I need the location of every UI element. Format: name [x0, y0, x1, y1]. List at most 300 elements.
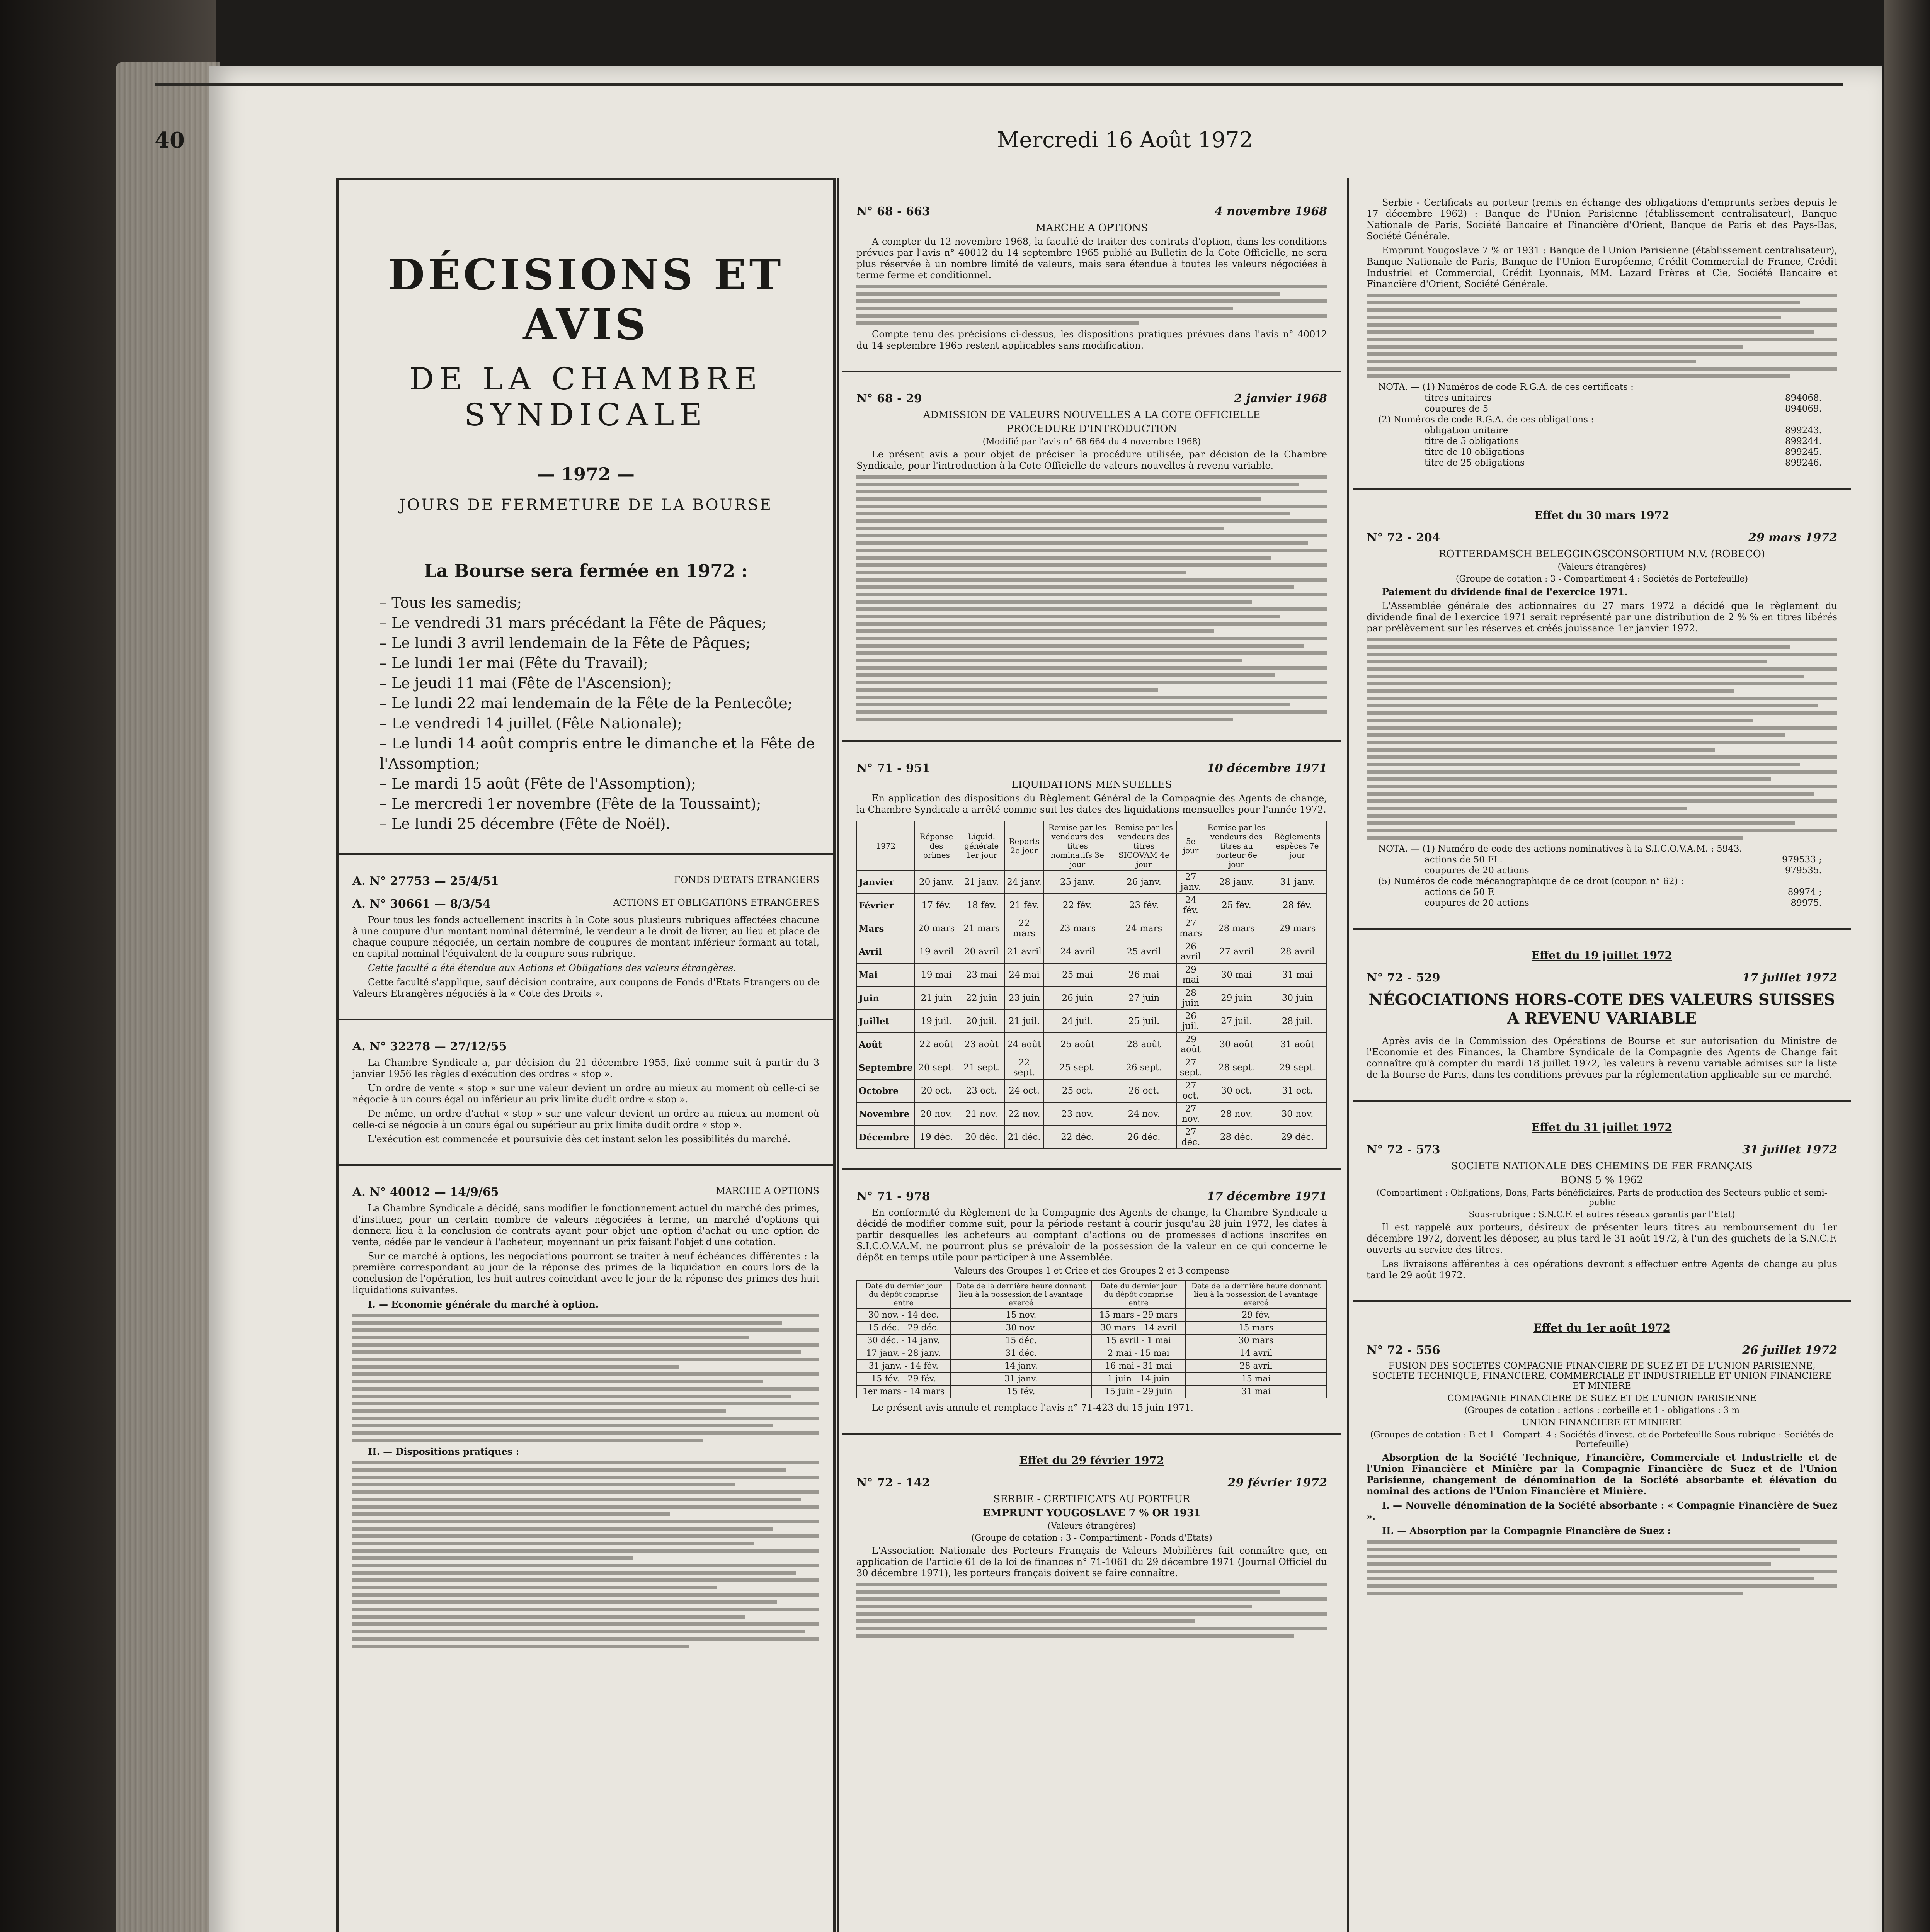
table-cell: 23 oct. — [958, 1079, 1005, 1102]
table-cell: 29 sept. — [1268, 1056, 1327, 1079]
notice-subject: EMPRUNT YOUGOSLAVE 7 % OR 1931 — [982, 1507, 1201, 1519]
table-row — [857, 871, 1327, 894]
text-line — [856, 475, 1327, 479]
table-header: Règlements espèces 7e jour — [1268, 821, 1327, 871]
notice-text: L'Assemblée générale des actionnaires du 27 mars 1972 a décidé que le règlement du dividende final de l'exercice 1971 serait représenté par une distribution de 2 % % en titres libérés par prélèvement sur les réserves et créés jouissance 1er janvier 1972. — [1367, 600, 1837, 634]
text-line — [352, 1350, 801, 1354]
notice-subject: PROCEDURE D'INTRODUCTION — [1006, 423, 1177, 435]
text-line — [1367, 763, 1800, 766]
main-title: DÉCISIONS ET AVIS — [388, 250, 784, 349]
table-cell: 15 fév. - 29 fév. — [857, 1372, 950, 1385]
table-cell: Avril — [857, 940, 915, 963]
table-cell: 29 mai — [1177, 963, 1205, 986]
text-line — [1367, 704, 1818, 707]
table-cell: 30 mars — [1185, 1334, 1327, 1347]
text-line — [856, 718, 1233, 721]
nota-code: 899245. — [1785, 447, 1822, 457]
table-cell: 21 mars — [958, 917, 1005, 940]
notice-subject: (Groupe de cotation : 3 - Compartiment - Fonds d'Etats) — [971, 1533, 1212, 1543]
section-rule — [842, 1168, 1341, 1170]
table-header: Date de la dernière heure donnant lieu à la possession de l'avantage exercé — [1185, 1280, 1327, 1309]
table-row — [857, 1347, 1327, 1360]
notice-text: La Chambre Syndicale a, par décision du 21 décembre 1955, fixé comme suit à partir du 3 janvier 1956 les règles d'exécution des ordres « stop ». — [352, 1057, 819, 1079]
table-cell: 25 fév. — [1205, 894, 1268, 917]
text-line — [1367, 653, 1837, 656]
table-row — [857, 1385, 1327, 1398]
text-line — [856, 629, 1214, 633]
table-cell: 24 janv. — [1005, 871, 1043, 894]
text-line — [352, 1314, 819, 1317]
text-line — [352, 1365, 679, 1369]
nota-label: titre de 25 obligations — [1425, 458, 1525, 468]
notice-subject: (Groupes de cotation : actions : corbeille et 1 - obligations : 3 m — [1464, 1406, 1740, 1415]
table-cell: 23 juin — [1005, 986, 1043, 1010]
text-line — [352, 1630, 805, 1633]
table-cell: 15 avril - 1 mai — [1092, 1334, 1185, 1347]
text-line — [856, 659, 1242, 662]
table-cell: 29 fév. — [1185, 1309, 1327, 1321]
notice-subject: UNION FINANCIERE ET MINIERE — [1522, 1418, 1682, 1428]
column-separator — [1347, 178, 1349, 1932]
table-cell: 24 août — [1005, 1033, 1043, 1056]
text-line — [856, 541, 1308, 545]
table-cell: 30 oct. — [1205, 1079, 1268, 1102]
year-label: — 1972 — — [537, 464, 635, 485]
table-cell: 21 juin — [915, 986, 958, 1010]
table-cell: 30 nov. — [950, 1321, 1092, 1334]
notice-subject: LIQUIDATIONS MENSUELLES — [1011, 779, 1172, 791]
section-rule — [1353, 928, 1851, 930]
column-left — [336, 178, 836, 1932]
text-line — [1367, 799, 1837, 803]
table-header-row — [857, 821, 1327, 871]
text-line — [856, 593, 1327, 596]
table-cell: 16 mai - 31 mai — [1092, 1360, 1185, 1372]
table-cell: 30 août — [1205, 1033, 1268, 1056]
table-cell: 31 mai — [1268, 963, 1327, 986]
table-cell: 28 juin — [1177, 986, 1205, 1010]
table-cell: 21 sept. — [958, 1056, 1005, 1079]
text-line — [1367, 711, 1837, 715]
notice-text: De même, un ordre d'achat « stop » sur une valeur devient un ordre au mieux au moment où celle-ci se négocie à un cours égal ou supérieur au prix limite dudit ordre « stop ». — [352, 1108, 819, 1130]
text-line — [1367, 836, 1743, 840]
nota-list — [1378, 393, 1837, 414]
table-cell: 25 avril — [1111, 940, 1176, 963]
table-cell: 26 janv. — [1111, 871, 1176, 894]
notice-subject: (Valeurs étrangères) — [1557, 562, 1646, 572]
table-header: Date du dernier jour du dépôt comprise entre — [1092, 1280, 1185, 1309]
text-line — [1367, 748, 1715, 752]
text-line — [1367, 733, 1785, 737]
section-heading: Absorption de la Société Technique, Financière, Commerciale et Industrielle et de l'Union Financière et Minière par la Compagnie Financière de Suez et de l'Union Parisienne, changement de dénomination de la Société absorbante et élévation du nominal des actions de l'Union Financière et Minière. — [1367, 1452, 1837, 1497]
text-line — [1367, 360, 1696, 363]
text-line — [856, 600, 1252, 604]
table-cell: Septembre — [857, 1056, 915, 1079]
table-cell: 19 déc. — [915, 1126, 958, 1149]
text-line — [352, 1387, 819, 1391]
text-line — [1367, 294, 1837, 297]
table-cell: 30 nov. — [1268, 1102, 1327, 1126]
text-line — [856, 299, 1327, 303]
text-line — [856, 549, 1327, 552]
section-rule — [1353, 488, 1851, 490]
table-cell: 31 août — [1268, 1033, 1327, 1056]
table-cell: 28 avril — [1185, 1360, 1327, 1372]
section-rule — [1353, 1300, 1851, 1302]
text-line — [856, 710, 1327, 714]
closed-day: – Le lundi 22 mai lendemain de la Fête de la Pentecôte; — [380, 695, 793, 712]
table-cell: 23 mars — [1043, 917, 1111, 940]
table-row — [857, 1126, 1327, 1149]
notice-text: Après avis de la Commission des Opérations de Bourse et sur autorisation du Ministre de l'Economie et des Finances, la Chambre Syndicale de la Compagnie des Agents de Change fait connaître qu'à compter du mardi 18 juillet 1972, les valeurs à revenu variable admises sur la liste de la Bourse de Paris, dans les conditions prévues par la réglementation applicable sur ce marché. — [1367, 1036, 1837, 1080]
nota-item — [1425, 425, 1822, 436]
table-header: 1972 — [857, 821, 915, 871]
text-line — [1367, 807, 1687, 810]
text-line — [1367, 697, 1837, 700]
text-line — [856, 696, 1327, 699]
notice-ref: N° 68 - 29 2 janvier 1968 — [856, 392, 1327, 405]
closed-day: – Le jeudi 11 mai (Fête de l'Ascension); — [380, 675, 672, 692]
table-cell: 23 mai — [958, 963, 1005, 986]
table-cell: 2 mai - 15 mai — [1092, 1347, 1185, 1360]
nota-item — [1425, 898, 1822, 908]
text-line — [856, 321, 1139, 325]
text-line — [856, 1597, 1327, 1601]
notice-text: Il est rappelé aux porteurs, désireux de présenter leurs titres au remboursement du 1er décembre 1972, doivent les déposer, au plus tard le 31 août 1972, à l'un des guichets de la S.N.C.F. ouverts au service des titres. — [1367, 1222, 1837, 1255]
notice-text: Le présent avis annule et remplace l'avis n° 71-423 du 15 juin 1971. — [872, 1402, 1194, 1413]
text-line — [352, 1380, 763, 1383]
table-row — [857, 894, 1327, 917]
table-cell: 31 oct. — [1268, 1079, 1327, 1102]
text-line — [352, 1512, 670, 1516]
table-cell: 27 mars — [1177, 917, 1205, 940]
text-line — [352, 1615, 745, 1619]
table-cell: 22 nov. — [1005, 1102, 1043, 1126]
text-line — [352, 1343, 819, 1347]
text-line — [856, 1590, 1280, 1594]
groups-table — [856, 1280, 1327, 1398]
text-line — [1367, 323, 1837, 327]
table-cell: 27 déc. — [1177, 1126, 1205, 1149]
table-cell: 20 juil. — [958, 1010, 1005, 1033]
table-cell: 28 sept. — [1205, 1056, 1268, 1079]
notice-text: Cette faculté s'applique, sauf décision contraire, aux coupons de Fonds d'Etats Etrangers ou de Valeurs Etrangères négociés à la « Cote des Droits ». — [352, 977, 819, 999]
text-line — [1367, 667, 1837, 671]
text-line — [1367, 645, 1790, 649]
effect-date: Effet du 29 février 1972 — [1019, 1454, 1164, 1467]
table-cell: 21 déc. — [1005, 1126, 1043, 1149]
table-cell: 21 juil. — [1005, 1010, 1043, 1033]
nota-item — [1425, 393, 1822, 403]
table-cell: 26 déc. — [1111, 1126, 1176, 1149]
nota-code: 899244. — [1785, 436, 1822, 446]
text-line — [352, 1622, 819, 1626]
text-line — [1367, 1592, 1743, 1595]
section-heading: II. — Dispositions pratiques : — [368, 1446, 519, 1457]
text-line — [352, 1571, 796, 1575]
table-header: Liquid. générale 1er jour — [958, 821, 1005, 871]
closed-day: – Le lundi 14 août compris entre le dimanche et la Fête de l'Assomption; — [380, 735, 815, 772]
nota-item — [1425, 447, 1822, 457]
closed-day: – Le lundi 25 décembre (Fête de Noël). — [380, 815, 671, 832]
text-line — [1367, 1548, 1800, 1551]
text-line — [1367, 1577, 1814, 1580]
text-line — [856, 519, 1327, 523]
text-line — [856, 490, 1327, 493]
table-cell: 15 mars — [1185, 1321, 1327, 1334]
section-rule — [842, 740, 1341, 742]
notice-text: En application des dispositions du Règlement Général de la Compagnie des Agents de change, la Chambre Syndicale a arrêté comme suit les dates des liquidations mensuelles pour l'année 1972. — [856, 793, 1327, 815]
text-line — [856, 314, 1327, 318]
text-line — [856, 578, 1327, 582]
text-line — [1367, 689, 1734, 693]
notice-text: Sur ce marché à options, les négociations pourront se traiter à neuf échéances différentes : la première correspondant au jour de la réponse des primes de la liquidation en cours lors de la conclusion de l'opération, les huit autres coïncidant avec le jour de la réponse des primes des huit liquidations suivantes. — [352, 1251, 819, 1295]
nota-block — [1378, 382, 1837, 468]
nota-title: NOTA. — (1) Numéros de code R.G.A. de ces certificats : — [1378, 382, 1634, 392]
nota-label: actions de 50 F. — [1425, 887, 1495, 897]
table-row — [857, 963, 1327, 986]
text-line — [1367, 785, 1837, 788]
text-line — [1367, 330, 1814, 334]
table-cell: 19 avril — [915, 940, 958, 963]
text-line — [352, 1461, 819, 1464]
table-cell: 15 mai — [1185, 1372, 1327, 1385]
nota-title: (5) Numéros de code mécanographique de ce droit (coupon n° 62) : — [1378, 876, 1684, 886]
text-line — [352, 1542, 754, 1545]
notice-ref: A. N° 32278 — 27/12/55 — [352, 1040, 507, 1053]
table-cell: Mai — [857, 963, 915, 986]
closed-day: – Le lundi 1er mai (Fête du Travail); — [380, 655, 648, 672]
table-cell: 29 déc. — [1268, 1126, 1327, 1149]
nota-code: 979533 ; — [1782, 855, 1822, 865]
column-separator — [837, 178, 839, 1932]
notice-ref: N° 71 - 951 10 décembre 1971 — [856, 762, 1327, 775]
table-cell: Mars — [857, 917, 915, 940]
table-cell: 24 fév. — [1177, 894, 1205, 917]
table-row — [857, 1102, 1327, 1126]
text-line — [352, 1600, 777, 1604]
text-line — [856, 688, 1158, 692]
table-row — [857, 1033, 1327, 1056]
text-line — [1367, 345, 1743, 349]
closed-day: – Le vendredi 14 juillet (Fête Nationale); — [380, 715, 682, 732]
notice-subject: ROTTERDAMSCH BELEGGINGSCONSORTIUM N.V. (ROBECO) — [1438, 548, 1765, 560]
effect-date: Effet du 1er août 1972 — [1533, 1321, 1671, 1334]
table-cell: 1er mars - 14 mars — [857, 1385, 950, 1398]
nota-code: 894069. — [1785, 404, 1822, 414]
text-line — [352, 1328, 819, 1332]
notice-text: La Chambre Syndicale a décidé, sans modifier le fonctionnement actuel du marché des primes, d'instituer, pour un certain nombre de valeurs négociées à terme, un marché d'options qui donnera lieu à la conclusion de contrats ayant pour objet une option d'achat ou une option de vente, cédée par le vendeur à l'acheteur, moyennant un prix faisant l'objet d'une cotation. — [352, 1203, 819, 1247]
closed-day: – Le mercredi 1er novembre (Fête de la Toussaint); — [380, 795, 761, 812]
table-header: Date du dernier jour du dépôt comprise entre — [857, 1280, 950, 1309]
text-line — [1367, 777, 1771, 781]
text-line — [856, 527, 1224, 530]
notice-subject: SERBIE - CERTIFICATS AU PORTEUR — [993, 1493, 1190, 1505]
main-subtitle: DE LA CHAMBRE SYNDICALE — [409, 361, 763, 433]
table-row — [857, 940, 1327, 963]
notice-headline: NÉGOCIATIONS HORS-COTE DES VALEURS SUISSES A REVENU VARIABLE — [1368, 991, 1835, 1027]
table-header: Remise par les vendeurs des titres au porteur 6e jour — [1205, 821, 1268, 871]
table-cell: 19 juil. — [915, 1010, 958, 1033]
table-cell: 24 juil. — [1043, 1010, 1111, 1033]
notice-text: Un ordre de vente « stop » sur une valeur devient un ordre au mieux au moment où celle-ci se négocie à un cours égal ou inférieur au prix limite dudit ordre « stop ». — [352, 1083, 819, 1105]
notice-ref: N° 72 - 556 26 juillet 1972 — [1367, 1344, 1837, 1357]
notice-subject: MARCHE A OPTIONS — [1035, 222, 1148, 234]
nota-block — [1378, 844, 1837, 908]
table-cell: 24 oct. — [1005, 1079, 1043, 1102]
table-cell: 22 déc. — [1043, 1126, 1111, 1149]
table-cell: 31 janv. - 14 fév. — [857, 1360, 950, 1372]
notice-subject: BONS 5 % 1962 — [1561, 1174, 1643, 1186]
table-cell: 25 oct. — [1043, 1079, 1111, 1102]
notice-subject: COMPAGNIE FINANCIERE DE SUEZ ET DE L'UNION PARISIENNE — [1447, 1393, 1756, 1403]
nota-label: titres unitaires — [1425, 393, 1492, 403]
text-line — [1367, 675, 1804, 678]
table-cell: 26 mai — [1111, 963, 1176, 986]
text-line — [352, 1431, 819, 1435]
text-line — [1367, 1555, 1837, 1558]
text-line — [856, 637, 1327, 640]
effect-date: Effet du 31 juillet 1972 — [1531, 1121, 1673, 1134]
text-line — [1367, 1540, 1837, 1544]
notice-subject: (Modifié par l'avis n° 68-664 du 4 novembre 1968) — [982, 437, 1201, 447]
notice-text: Le présent avis a pour objet de préciser la procédure utilisée, par décision de la Chambre Syndicale, pour l'introduction à la Cote Officielle de valeurs nouvelles à revenu variable. — [856, 449, 1327, 471]
notice-text: Emprunt Yougoslave 7 % or 1931 : Banque de l'Union Parisienne (établissement centralisateur), Banque Nationale de Paris, Banque de l'Union Européenne, Crédit Commercial de France, Crédit Industriel et Commercial, Crédit Lyonnais, MM. Lazard Frères et Cie, Société Bancaire et Financière d'Orient, Société Générale. — [1367, 245, 1837, 289]
table-cell: 15 mars - 29 mars — [1092, 1309, 1185, 1321]
table-cell: 30 mai — [1205, 963, 1268, 986]
table-cell: 26 avril — [1177, 940, 1205, 963]
closed-day: – Le lundi 3 avril lendemain de la Fête de Pâques; — [380, 634, 751, 651]
text-line — [1367, 367, 1837, 371]
table-caption: Valeurs des Groupes 1 et Criée et des Groupes 2 et 3 compensé — [954, 1266, 1229, 1276]
table-cell: 28 fév. — [1268, 894, 1327, 917]
table-header: Réponse des primes — [915, 821, 958, 871]
nota-code: 979535. — [1785, 866, 1822, 876]
table-cell: 28 août — [1111, 1033, 1176, 1056]
text-line — [856, 563, 1327, 567]
table-cell: 15 fév. — [950, 1385, 1092, 1398]
table-cell: 30 déc. - 14 janv. — [857, 1334, 950, 1347]
table-cell: Décembre — [857, 1126, 915, 1149]
table-cell: 29 mars — [1268, 917, 1327, 940]
notice-ref: A. N° 27753 — 25/4/51 FONDS D'ETATS ETRANGERS — [352, 874, 819, 888]
table-cell: 29 juin — [1205, 986, 1268, 1010]
text-line — [352, 1520, 819, 1523]
notice-ref: N° 72 - 573 31 juillet 1972 — [1367, 1143, 1837, 1156]
text-line — [1367, 301, 1800, 304]
nota-item — [1425, 457, 1822, 468]
closed-day: – Le mardi 15 août (Fête de l'Assomption); — [380, 775, 696, 792]
closed-days-list — [380, 593, 819, 834]
table-cell: 24 avril — [1043, 940, 1111, 963]
section-rule — [339, 1019, 833, 1020]
text-line — [856, 666, 1327, 670]
table-cell: 31 mai — [1185, 1385, 1327, 1398]
text-line — [856, 703, 1290, 706]
text-line — [1367, 1570, 1837, 1573]
table-cell: 20 mars — [915, 917, 958, 940]
notice-subject: (Compartiment : Obligations, Bons, Parts bénéficiaires, Parts de production des Secteurs public et semi-public — [1376, 1188, 1828, 1208]
table-cell: Octobre — [857, 1079, 915, 1102]
table-header: Remise par les vendeurs des titres nominatifs 3e jour — [1043, 821, 1111, 871]
text-line — [1367, 821, 1795, 825]
table-cell: 27 nov. — [1177, 1102, 1205, 1126]
table-cell: 26 oct. — [1111, 1079, 1176, 1102]
table-header: 5e jour — [1177, 821, 1205, 871]
table-cell: Février — [857, 894, 915, 917]
nota-item — [1425, 887, 1822, 898]
text-line — [1367, 814, 1837, 818]
text-line — [856, 512, 1290, 515]
table-row — [857, 1360, 1327, 1372]
table-cell: 20 nov. — [915, 1102, 958, 1126]
text-line — [352, 1417, 819, 1420]
notice-text: Pour tous les fonds actuellement inscrits à la Cote sous plusieurs rubriques affectées chacune à une coupure d'un montant nominal déterminé, le vendeur a le droit de livrer, au lieu et place de chaque coupure négociée, un certain nombre de coupures de montant inférieur formant au total, en capital nominal l'équivalent de la coupure sous rubrique. — [352, 915, 819, 959]
text-line — [352, 1468, 786, 1472]
table-cell: 25 juil. — [1111, 1010, 1176, 1033]
closed-day: – Tous les samedis; — [380, 594, 522, 611]
text-line — [352, 1395, 791, 1398]
section-heading: I. — Nouvelle dénomination de la Société absorbante : « Compagnie Financière de Suez ». — [1367, 1500, 1837, 1522]
text-line — [856, 534, 1327, 537]
table-cell: 28 janv. — [1205, 871, 1268, 894]
nota-label: actions de 50 FL. — [1425, 855, 1503, 865]
text-line — [1367, 1562, 1771, 1566]
text-line — [1367, 316, 1781, 319]
text-line — [352, 1549, 819, 1553]
table-cell: 28 avril — [1268, 940, 1327, 963]
table-cell: 31 déc. — [950, 1347, 1092, 1360]
section-rule — [842, 1433, 1341, 1435]
table-cell: 14 janv. — [950, 1360, 1092, 1372]
table-cell: Août — [857, 1033, 915, 1056]
notice-ref: N° 71 - 978 17 décembre 1971 — [856, 1190, 1327, 1203]
section-rule — [1353, 1100, 1851, 1102]
table-row — [857, 986, 1327, 1010]
nota-item — [1425, 854, 1822, 865]
table-cell: 22 août — [915, 1033, 958, 1056]
text-line — [856, 1619, 1195, 1623]
table-cell: 23 fév. — [1111, 894, 1176, 917]
liquidations-body — [857, 871, 1327, 1149]
text-line — [856, 1605, 1252, 1608]
table-row — [857, 1010, 1327, 1033]
text-line — [1367, 829, 1837, 832]
text-line — [352, 1637, 819, 1641]
table-cell: 28 nov. — [1205, 1102, 1268, 1126]
notice-text: Les livraisons afférentes à ces opérations devront s'effectuer entre Agents de change au plus tard le 29 août 1972. — [1367, 1259, 1837, 1281]
table-cell: 23 nov. — [1043, 1102, 1111, 1126]
table-cell: 28 déc. — [1205, 1126, 1268, 1149]
nota-list — [1378, 854, 1837, 876]
table-row — [857, 1309, 1327, 1321]
liquidations-table — [856, 821, 1327, 1149]
text-line — [352, 1564, 819, 1567]
text-line — [856, 1627, 1327, 1630]
text-line — [352, 1505, 819, 1509]
section-rule — [339, 1164, 833, 1166]
text-line — [352, 1476, 819, 1479]
table-cell: 22 fév. — [1043, 894, 1111, 917]
table-cell: Janvier — [857, 871, 915, 894]
text-line — [352, 1586, 717, 1589]
text-line — [352, 1483, 735, 1486]
text-line — [856, 292, 1280, 296]
text-line — [352, 1439, 703, 1442]
page-edges — [116, 62, 220, 1932]
notice-text: Serbie - Certificats au porteur (remis en échange des obligations d'emprunts serbes depuis le 17 décembre 1962) : Banque de l'Union Parisienne (établissement centralisateur), Banque Nationale de Paris, Société Bancaire et Financière d'Orient, Banque de Paris et des Pays-Bas, Société Générale. — [1367, 197, 1837, 242]
notice-ref: N° 72 - 142 29 février 1972 — [856, 1476, 1327, 1490]
